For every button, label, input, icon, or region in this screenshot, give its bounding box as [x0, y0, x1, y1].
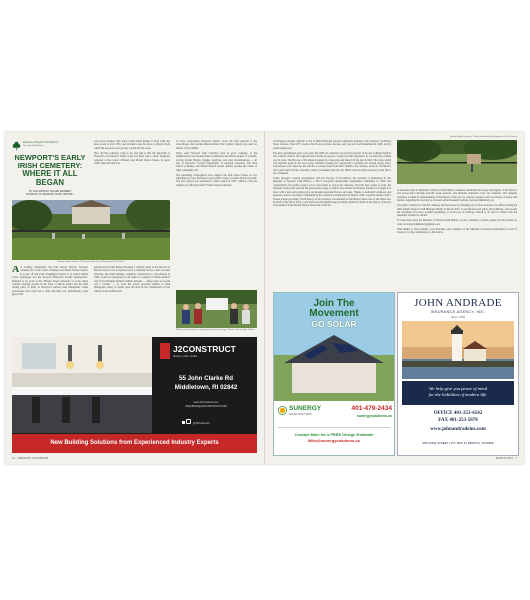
shamrock-icon — [12, 141, 21, 150]
solar-headline — [274, 299, 394, 329]
sunergy-logo — [278, 405, 330, 421]
right-column-1 — [273, 140, 391, 282]
title-line-4: BEGAN — [35, 177, 65, 187]
article-title — [12, 154, 88, 187]
andrade-insurance-ad[interactable] — [397, 292, 519, 456]
paragraph: The public is invited to visit the cemetery and learn more by attending one of three lectures to be offered during the 30th Annual Newport Irish Heritage Month, in March 2023. Local historian and guide, Steve Marino, will present the 45-minute free tours, weather permitting, at 12:30 p.m. on Sundays, March 6, 20, and 27. Please visit the museum's website for details. — [397, 204, 517, 218]
paragraph — [12, 266, 88, 297]
title-line-2: IRISH CEMETERY: — [17, 161, 83, 171]
facebook-icon — [182, 421, 185, 424]
byline — [12, 190, 88, 196]
andrade-slogan-2: for the liabilities of modern life. — [428, 392, 488, 397]
sun-icon — [278, 406, 287, 415]
cemetery-sign-image — [397, 140, 517, 184]
j2-logo-mark-icon — [160, 343, 170, 359]
title-line-3: WHERE IT ALL — [22, 169, 78, 179]
andrade-since: Since 1958 — [450, 315, 466, 319]
paragraph: Today, through a special arrangement with the Diocese of Providence, the cemetery is maintained by the Museum of Newport Irish History, a 501c3 non-profit membership organization established in 1996. The organization's first public project was to raise funds to restore the cemetery. Over the next couple of years, the museum cleaned and restored the gravestones, many of which were turned and broken, installed a wrought iron fence with a gate and granite posts and planted perennial flowers and trees. Thanks to dedicated volunteers and generous donors, the project culminated in the cemetery's rededication in March, 1999. A granite marker with a bronze plaque providing a brief history of the cemetery was installed on the Barney Street side of the burial site. In 2018, in the fall of 2021, a new historical information sign providing additional detail on the history of the site was installed on the Mount Vernon Street side of the lot. — [273, 177, 391, 208]
solar-headline-2: Movement — [309, 308, 359, 319]
solar-phone[interactable]: 401-479-2434 — [351, 405, 392, 412]
j2-address-line1: 55 John Clarke Rd — [179, 375, 233, 382]
andrade-fax: FAX 401-253-5078 — [438, 418, 478, 423]
paragraph: With thanks to Steve Marino, local historian, and a member of the Museum of Newport Irish History board of directors, for his contributions to this article. — [397, 227, 517, 234]
sunergy-brand-sub: SOLAR SOLUTIONS — [289, 413, 312, 416]
j2-logo-text: J2CONSTRUCT — [173, 344, 236, 354]
j2-address-line2: Middletown, RI 02842 — [174, 384, 238, 391]
byline-author: BY ANN ARNOLD, BOARD MEMBER — [28, 190, 72, 193]
paragraph: How did this cemetery come to be, and why is this site important to Newport's rich history? While today one finds only a small, neglected cemetery at the corner of Barney and Mount Vernon Streets, in April, 1828, when the land was — [94, 151, 170, 165]
column-2-bottom — [94, 266, 170, 318]
title-line-1: NEWPORT'S EARLY — [14, 153, 86, 162]
andrade-office-phone[interactable]: OFFICE 401-253-6542 — [433, 411, 483, 416]
j2-social-handle: @J2Construct — [193, 422, 210, 425]
solar-cta: Contact Mike for a FREE Design Estimate — [294, 432, 374, 437]
j2-email-link[interactable]: INQUIRIES@J2CONSTRUCT.COM — [185, 405, 227, 408]
magazine-spread — [5, 132, 524, 464]
right-page — [265, 132, 524, 464]
cemetery-sign-photo — [397, 140, 517, 184]
andrade-slogan-1: We help give you peace of mind — [429, 386, 487, 391]
paragraph: of town, overlooking Newport's harbor. Soon, the land adjacent to the schoolhouse, that became Rhode Island's first Catholic church, was used for burials of the faithful. — [176, 140, 257, 150]
andrade-website-link[interactable]: www.johnandradeins.com — [430, 427, 486, 432]
page-folio-left: 14 · NEWPORT NEIGHBORS — [12, 457, 49, 460]
instagram-icon — [186, 419, 191, 424]
right-photo-caption: Barney Street Cemetery | Photo provided by the Museum of Irish History — [450, 136, 517, 138]
right-column-2 — [397, 189, 517, 284]
paragraph: Those early Newport Irish Catholics were in good company, as the neighborhood was already home to numerous and diverse houses of worship, serving Jewish, Baptist, Quaker, Anglican, and other denominations — all part of Newport's "Lively Experiment" in religious toleration. The little church at Barney and Mount Vernon Streets quickly became the center of daily community life. — [176, 151, 257, 172]
cemetery-image — [12, 200, 170, 260]
kitchen-image — [12, 337, 152, 433]
j2-tagline: dream. plan. build. — [173, 354, 198, 358]
society-subname: Newport Irish History — [23, 145, 44, 147]
j2-construct-ad[interactable] — [12, 337, 257, 453]
column-1-top — [94, 140, 170, 198]
cemetery-photo — [12, 200, 170, 260]
paragraph: The expanding congregation soon outgrew the little school house, so two adjoining lots were purchased, upon which a larger wooden church was built. The new church was dedicated to Saint Joseph in 1837, which is why the cemetery is officially named "Saint Joseph Cemetery." — [176, 173, 257, 187]
j2-logo — [160, 343, 252, 363]
column-1-bottom — [12, 266, 88, 318]
solar-email-link[interactable]: Mike@sunergysolutions.us — [308, 438, 360, 443]
paragraph-text: A lovingly maintained, but little known historic Newport cemetery sits at the corner of Barney and Mount Vernon Streets. It is just off and from Washington Square. It is tucked behind Touro Synagogue and the Newport Historical Society headquarters. Referred to by locals as the "Barney Street Cemetery," it is the oldest Catholic burying ground in the State of Rhode Island and the final resting place of many of Newport's earliest Irish immigrants. Some gravestones have been lost to time and there are, undoubtedly, some graves that — [12, 266, 88, 297]
paragraph: To learn more about the Museum of Newport Irish History, to join, volunteer or donate, please visit the website or write to newportirishhistory@gmail.com. — [397, 219, 517, 226]
andrade-logo-sub: INSURANCE AGENCY, INC. — [430, 310, 486, 314]
society-logo — [12, 140, 68, 152]
lighthouse-image — [402, 321, 514, 379]
photo-caption: Barney Street Cemetery | Photo provided by the Museum of Irish History — [57, 261, 125, 263]
column-2-top — [176, 140, 257, 290]
solar-website-link[interactable]: sunergysolutions.us — [356, 414, 392, 418]
page-folio-right: MARCH 2023 · 7 — [495, 457, 517, 460]
board-members-photo — [176, 290, 257, 328]
j2-website-link[interactable]: www.J2construct.com — [193, 401, 219, 404]
paragraph: were never marked. The oldest extant burial marker is from 1830, the most recent is from 1855, and in many cases the place is inferred from which the deceased were gravely carried into the stone. — [94, 140, 170, 150]
solar-cta-box — [278, 427, 390, 450]
society-name: Museum of Newport Irish History — [23, 141, 59, 144]
byline-affiliation: MUSEUM OF NEWPORT IRISH HISTORY — [26, 193, 74, 197]
solar-headline-3: GO SOLAR — [311, 319, 357, 329]
j2-banner: New Building Solutions from Experienced Industry Experts — [12, 434, 257, 453]
drop-cap: A — [12, 266, 20, 275]
andrade-address: 559 HOPE STREET | P.O. BOX 8 | BRISTOL, RI 02809 — [422, 441, 494, 445]
paragraph: purchased by Father Robert Woodley, a Catholic priest of the Diocese of Boston, the plot was occupied, not by a cemetery, but by a rustic wooden structure. The small building, originally constructed as a schoolhouse in 1809, would be repurposed as the house of worship for Rhode Island's very first permanent Roman Catholic mission — when today, we would call a "parish" — to serve the town's growing number of Irish immigrants, many of whom were involved in the construction of Fort Adams at the southern end — [94, 266, 170, 293]
paragraph: on Kingston Avenue, adjacent to the Common Burying Ground, ultimately leading to the cemetery on Barney Street obsolete. The 1837 wooden church also became obsolete, and was sold and dismantled in 1848, and its parish repurposed. — [273, 140, 391, 150]
board-photo-caption: Museum board members standing around the new sign | Photo credit Jennifer Carter — [176, 329, 255, 331]
left-page — [5, 132, 264, 464]
sunergy-brand: SUNERGY — [289, 405, 322, 412]
andrade-slogan-box — [402, 381, 514, 405]
j2-social[interactable] — [182, 419, 242, 425]
paragraph: The next one hundred years were quiet. By 1960, the cemetery was nearly forgotten as the site of Rhode Island's first Catholic church. The neglected site became an eyesore, overgrown with vegetation, its wooden fence falling over in spots. The Diocese of Providence stepped in, cleaned up and fenced off the site in 1962. The work, which was repeated again in the local press, included clearing the overgrowth, re-grading the leveled grassy areas. Gravestones were taken up and laid flat to protect them from theft. Within a few decades, however, the historic site would again fall into obscurity, where it remained until the late 1990s when the little cemetery would find a new champion. — [273, 151, 391, 176]
solar-headline-1: Join The — [313, 298, 355, 309]
sunergy-solar-ad[interactable] — [273, 292, 395, 456]
andrade-logo-name: JOHN ANDRADE — [414, 297, 502, 309]
board-image — [176, 290, 257, 328]
paragraph: A dedicated team of Museum of Newport Irish History volunteers maintains the beauty and dignity of this historic and sacred place through periodic weed sessions, and financial donations cover any expenses. The museum continues to build its understanding of the history of the site via ongoing research, and record-ings of stories and features regarding the site may be accessed on the museum's website, newportirishhistory.org. — [397, 189, 517, 203]
